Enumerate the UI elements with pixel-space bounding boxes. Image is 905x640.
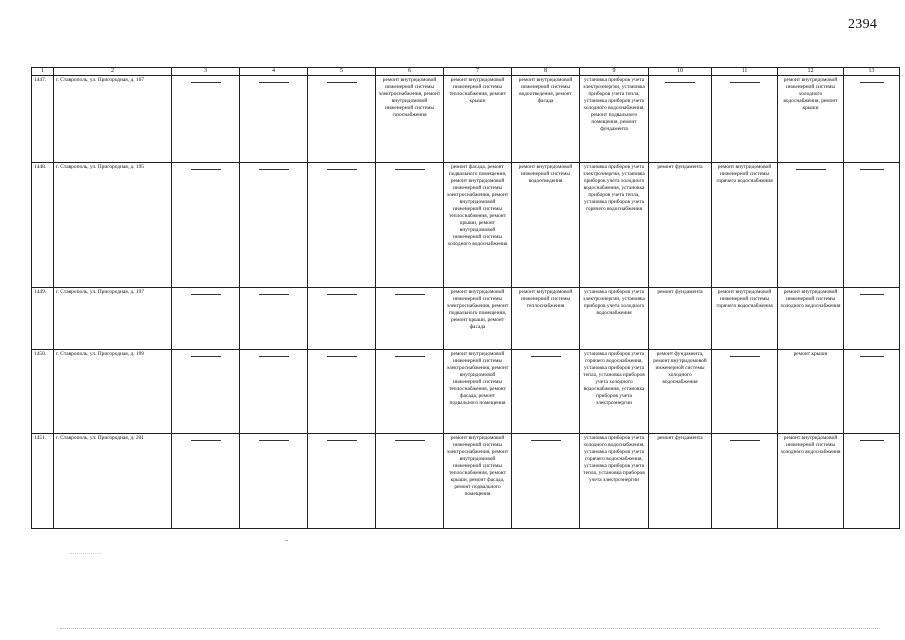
dash-mark xyxy=(531,356,561,357)
column-header: 7 xyxy=(444,68,512,76)
work-cell: установка приборов учета холодного водоснабжения, установка приборов учета горячего водоснабжения, установка приборов учета тепла, установка приборов учета электроэнергии xyxy=(580,434,649,529)
empty-cell xyxy=(844,163,900,288)
empty-cell xyxy=(376,350,444,434)
work-cell: установка приборов учета электроэнергии, установка приборов учета холодного водоснабжения, установка приборов учета тепла, установка приборов учета горячего водоснабжения xyxy=(580,163,649,288)
dash-mark xyxy=(665,82,695,83)
empty-cell xyxy=(172,434,240,529)
work-cell: ремонт внутридомовой инженерной системы холодного водоснабжения, ремонт крыши xyxy=(778,76,844,163)
work-cell: установка приборов учета горячего водоснабжения, установка приборов учета тепла, установка приборов учета холодного водоснабжения, установка приборов учета электроэнергии xyxy=(580,350,649,434)
dash-mark xyxy=(860,294,884,295)
dash-mark xyxy=(730,356,760,357)
address-cell: г. Ставрополь, ул. Пригородная, д. 195 xyxy=(54,163,172,288)
dash-mark xyxy=(327,169,357,170)
empty-cell xyxy=(308,350,376,434)
dash-mark xyxy=(259,82,289,83)
empty-cell xyxy=(172,76,240,163)
repair-schedule-table xyxy=(31,67,900,529)
dash-mark xyxy=(191,440,221,441)
dash-mark xyxy=(327,356,357,357)
column-header-row xyxy=(32,68,900,76)
empty-cell xyxy=(649,76,712,163)
table-row xyxy=(32,76,900,163)
dash-mark xyxy=(860,356,884,357)
column-header: 2 xyxy=(54,68,172,76)
empty-cell xyxy=(844,434,900,529)
dash-mark xyxy=(259,440,289,441)
table-row xyxy=(32,434,900,529)
dash-mark xyxy=(860,440,884,441)
work-cell: ремонт внутридомовой инженерной системы водоотведения xyxy=(512,163,580,288)
column-header: 1 xyxy=(32,68,54,76)
dash-mark xyxy=(327,294,357,295)
empty-cell xyxy=(512,434,580,529)
empty-cell xyxy=(376,434,444,529)
work-cell: ремонт внутридомовой инженерной системы электроснабжения, ремонт подвального помещения, ремонт крыши, ремонт фасада xyxy=(444,288,512,350)
dash-mark xyxy=(327,82,357,83)
empty-cell xyxy=(376,288,444,350)
dash-mark xyxy=(395,169,425,170)
empty-cell xyxy=(240,350,308,434)
empty-cell xyxy=(308,163,376,288)
dash-mark xyxy=(191,82,221,83)
column-header: 11 xyxy=(712,68,778,76)
work-cell: ремонт фундамента, ремонт внутридомовой инженерной системы холодного водоснабжения xyxy=(649,350,712,434)
column-header: 13 xyxy=(844,68,900,76)
scan-artifact xyxy=(70,553,100,556)
table-row xyxy=(32,163,900,288)
empty-cell xyxy=(172,350,240,434)
empty-cell xyxy=(712,350,778,434)
work-cell: установка приборов учета электроэнергии, установка приборов учета холодного водоснабжения xyxy=(580,288,649,350)
work-cell: ремонт внутридомовой инженерной системы теплоснабжения xyxy=(512,288,580,350)
work-cell: ремонт фасада, ремонт подвального помещения, ремонт внутридомовой инженерной системы электроснабжения, ремонт внутридомовой инженерной системы теплоснабжения, ремонт крыши, ремонт внутридомовой инженерной системы холодного водоснабжения xyxy=(444,163,512,288)
page-number: 2394 xyxy=(848,17,878,32)
column-header: 4 xyxy=(240,68,308,76)
empty-cell xyxy=(844,350,900,434)
dash-mark xyxy=(796,169,826,170)
empty-cell xyxy=(172,163,240,288)
scan-artifact xyxy=(285,540,288,541)
dash-mark xyxy=(531,440,561,441)
column-header: 9 xyxy=(580,68,649,76)
empty-cell xyxy=(512,350,580,434)
empty-cell xyxy=(712,76,778,163)
dash-mark xyxy=(395,294,425,295)
empty-cell xyxy=(240,434,308,529)
column-header: 8 xyxy=(512,68,580,76)
empty-cell xyxy=(240,288,308,350)
dash-mark xyxy=(259,294,289,295)
empty-cell xyxy=(844,76,900,163)
work-cell: ремонт внутридомовой инженерной системы теплоснабжения, ремонт крыши xyxy=(444,76,512,163)
work-cell: ремонт фундамента xyxy=(649,288,712,350)
work-cell: ремонт внутридомовой инженерной системы электроснабжения, ремонт внутридомовой инженерной системы теплоснабжения, ремонт крыши, ремонт фасада, ремонт подвального помещения xyxy=(444,434,512,529)
empty-cell xyxy=(240,76,308,163)
work-cell: ремонт внутридомовой инженерной системы водоотведения, ремонт фасада xyxy=(512,76,580,163)
column-header: 5 xyxy=(308,68,376,76)
empty-cell xyxy=(778,163,844,288)
row-number: 1449. xyxy=(32,288,54,350)
empty-cell xyxy=(240,163,308,288)
row-number: 1451. xyxy=(32,434,54,529)
column-header: 12 xyxy=(778,68,844,76)
column-header: 10 xyxy=(649,68,712,76)
dash-mark xyxy=(395,356,425,357)
scan-artifact xyxy=(60,628,880,631)
empty-cell xyxy=(308,76,376,163)
address-cell: г. Ставрополь, ул. Пригородная, д. 167 xyxy=(54,76,172,163)
table-row xyxy=(32,350,900,434)
empty-cell xyxy=(172,288,240,350)
row-number: 1450. xyxy=(32,350,54,434)
dash-mark xyxy=(259,169,289,170)
work-cell: ремонт фундамента xyxy=(649,163,712,288)
column-header: 3 xyxy=(172,68,240,76)
work-cell: ремонт внутридомовой инженерной системы электроснабжения, ремонт внутридомовой инженерной системы теплоснабжения, ремонт фасада, ремонт подвального помещения xyxy=(444,350,512,434)
work-cell: ремонт внутридомовой инженерной системы электроснабжения, ремонт внутридомовой инженерной системы газоснабжения xyxy=(376,76,444,163)
dash-mark xyxy=(730,440,760,441)
dash-mark xyxy=(191,294,221,295)
dash-mark xyxy=(191,356,221,357)
empty-cell xyxy=(308,288,376,350)
dash-mark xyxy=(730,82,760,83)
work-cell: ремонт крыши xyxy=(778,350,844,434)
dash-mark xyxy=(191,169,221,170)
row-number: 1448. xyxy=(32,163,54,288)
dash-mark xyxy=(395,440,425,441)
work-cell: ремонт внутридомовой инженерной системы холодного водоснабжения xyxy=(778,434,844,529)
empty-cell xyxy=(844,288,900,350)
work-cell: ремонт внутридомовой инженерной системы горячего водоснабжения xyxy=(712,288,778,350)
work-cell: ремонт внутридомовой инженерной системы холодного водоснабжения xyxy=(778,288,844,350)
empty-cell xyxy=(712,434,778,529)
dash-mark xyxy=(860,82,884,83)
address-cell: г. Ставрополь, ул. Пригородная, д. 197 xyxy=(54,288,172,350)
table-row xyxy=(32,288,900,350)
empty-cell xyxy=(308,434,376,529)
address-cell: г. Ставрополь, ул. Пригородная, д. 199 xyxy=(54,350,172,434)
work-cell: установка приборов учета электроэнергии, установка приборов учета тепла, установка приборов учета холодного водоснабжения, ремонт подвального помещения, ремонт фундамента xyxy=(580,76,649,163)
column-header: 6 xyxy=(376,68,444,76)
work-cell: ремонт фундамента xyxy=(649,434,712,529)
dash-mark xyxy=(860,169,884,170)
dash-mark xyxy=(259,356,289,357)
work-cell: ремонт внутридомовой инженерной системы горячего водоснабжения xyxy=(712,163,778,288)
address-cell: г. Ставрополь, ул. Пригородная, д. 201 xyxy=(54,434,172,529)
dash-mark xyxy=(327,440,357,441)
row-number: 1447. xyxy=(32,76,54,163)
empty-cell xyxy=(376,163,444,288)
